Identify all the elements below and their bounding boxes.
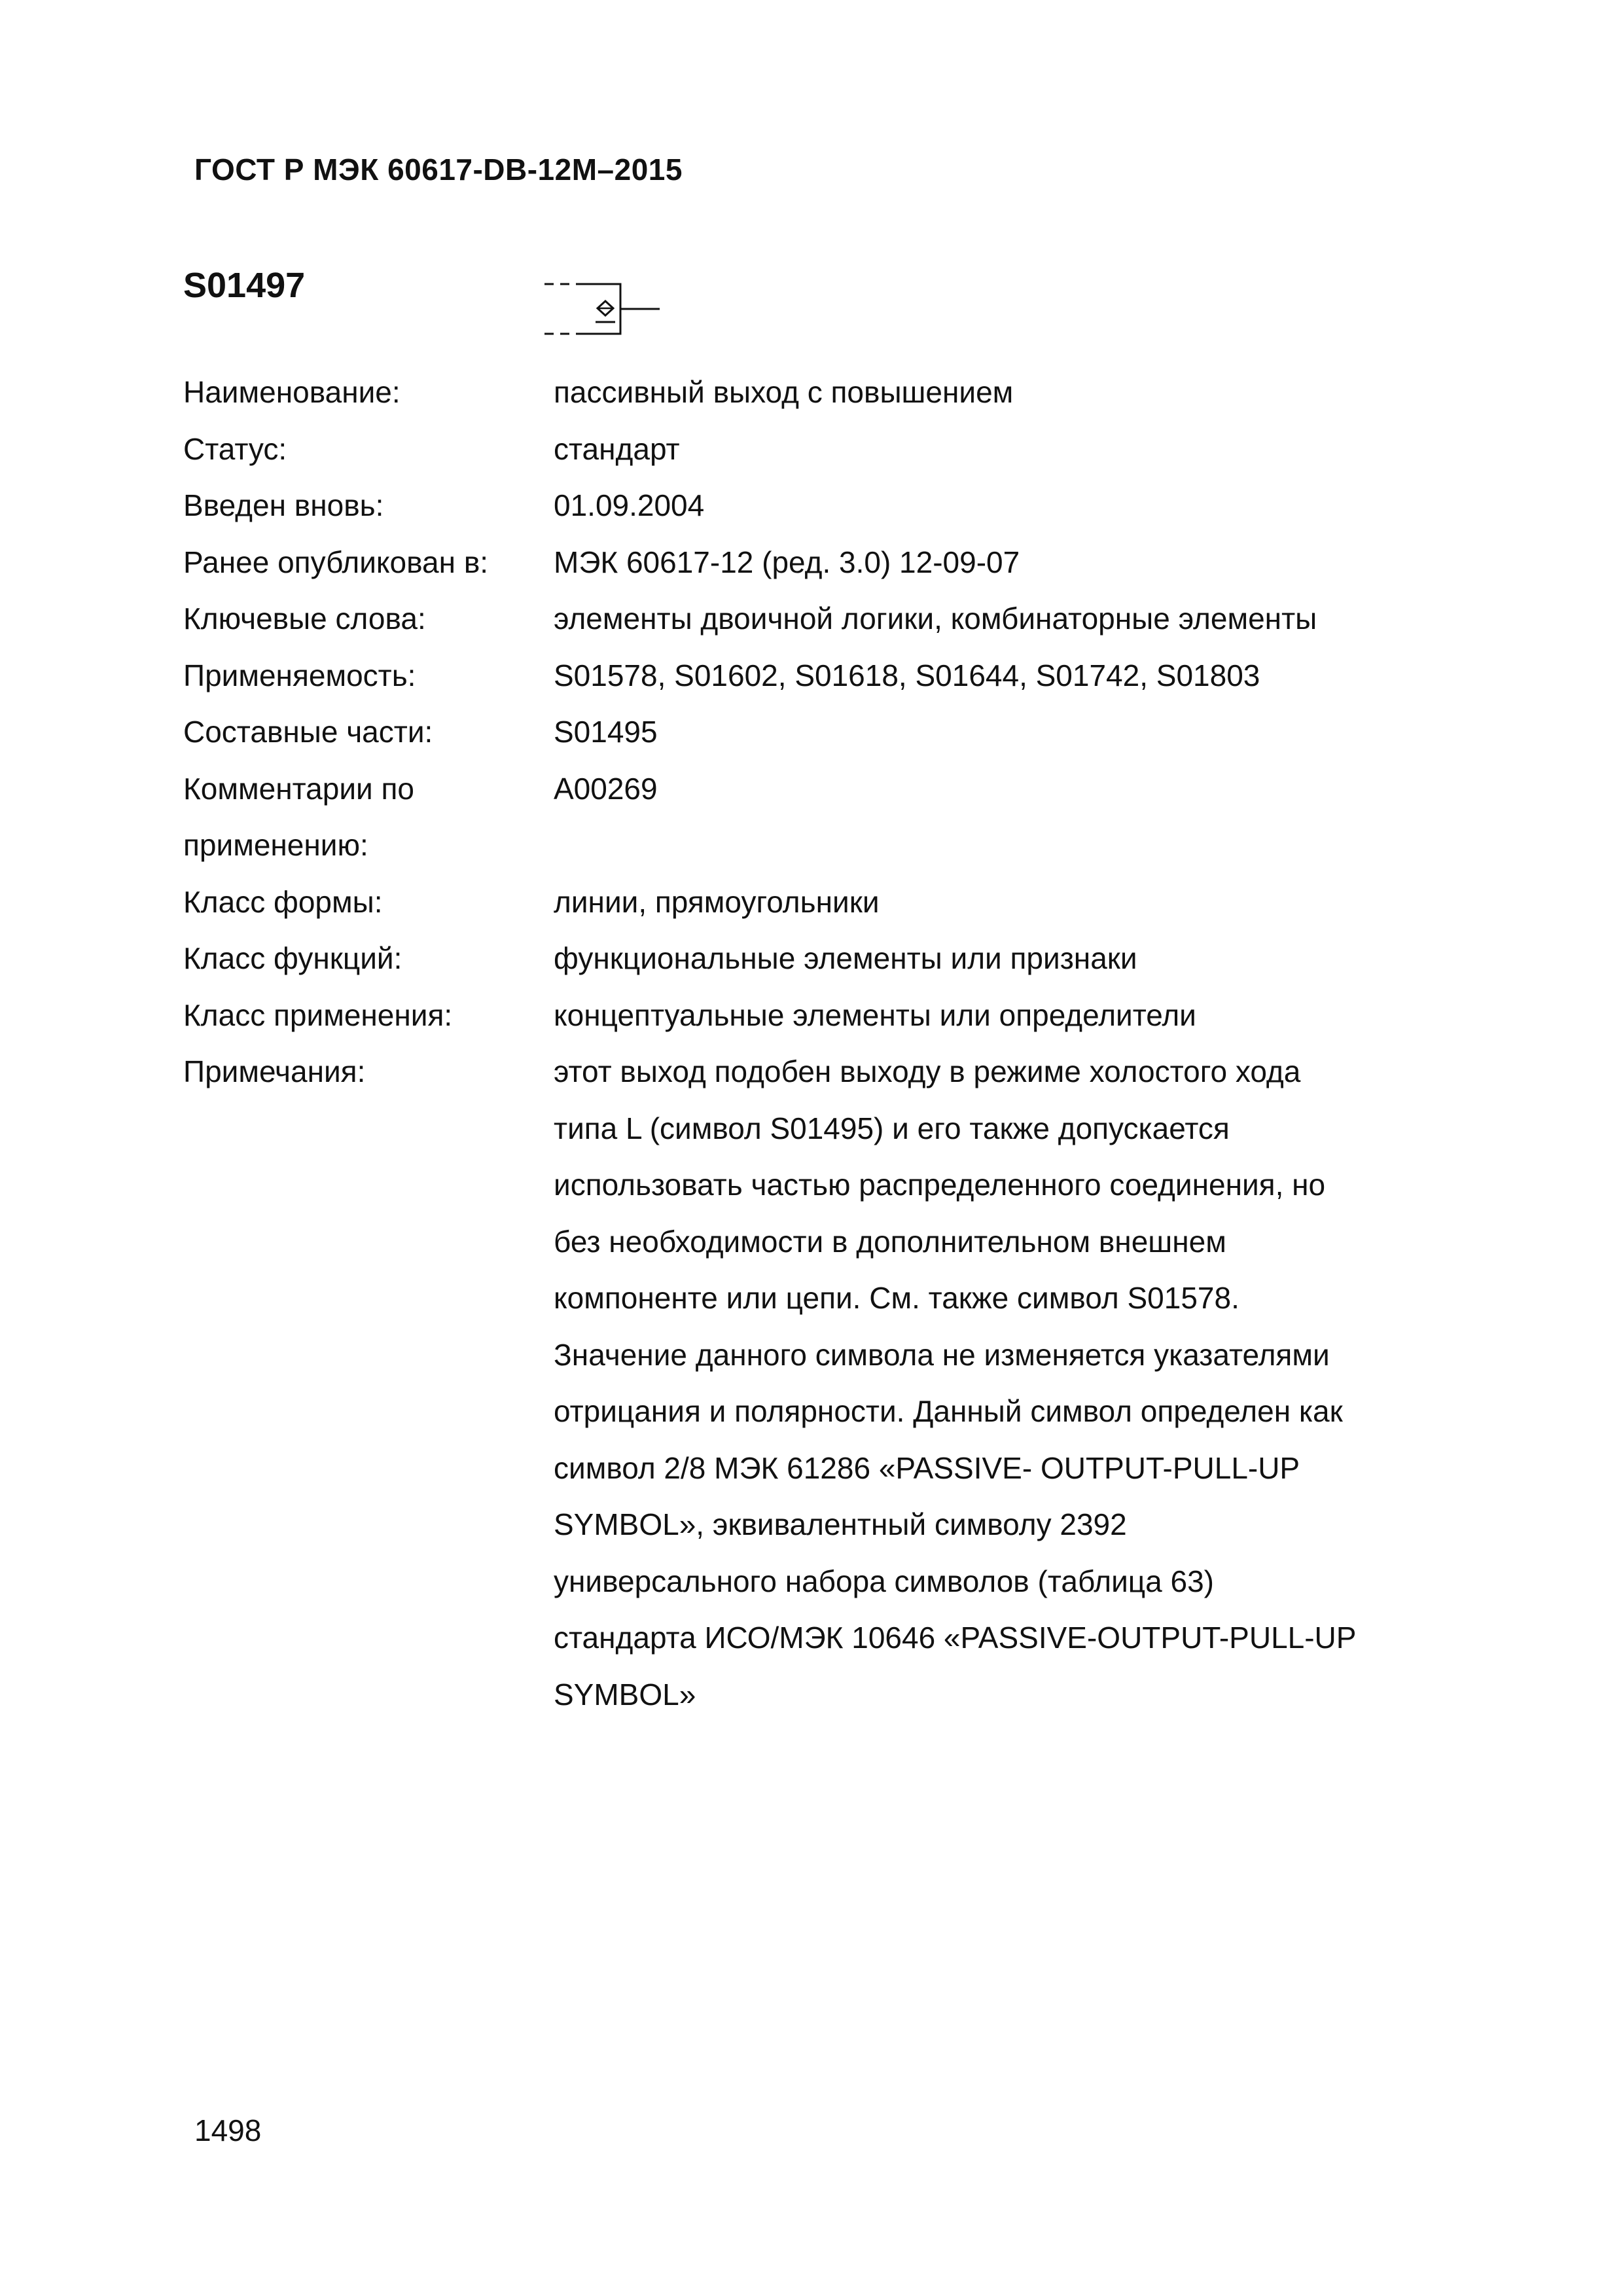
properties-table — [183, 364, 1466, 1723]
notes-line: Значение данного символа не изменяется указателями — [554, 1337, 1330, 1372]
property-value: S01495 — [554, 715, 658, 749]
property-value: A00269 — [554, 771, 658, 806]
property-label: Статус: — [183, 431, 287, 466]
property-label — [183, 761, 554, 874]
property-label: Ранее опубликован в: — [183, 545, 489, 579]
document-header: ГОСТ Р МЭК 60617-DB-12M–2015 — [194, 152, 683, 187]
notes-line: SYMBOL», эквивалентный символу 2392 — [554, 1507, 1127, 1541]
property-label: Класс функций: — [183, 941, 402, 975]
property-row-name — [183, 364, 1466, 421]
property-value: 01.09.2004 — [554, 488, 705, 522]
property-row-application-class — [183, 987, 1466, 1044]
property-label: Введен вновь: — [183, 488, 384, 522]
property-row-keywords — [183, 590, 1466, 647]
property-label: Применяемость: — [183, 658, 416, 692]
property-label-line: применению: — [183, 828, 368, 862]
notes-line: без необходимости в дополнительном внешнем — [554, 1224, 1226, 1259]
property-value: функциональные элементы или признаки — [554, 941, 1137, 975]
symbol-code: S01497 — [183, 266, 306, 305]
property-label: Наименование: — [183, 375, 401, 409]
property-row-notes — [183, 1043, 1466, 1723]
notes-line: использовать частью распределенного соединения, но — [554, 1168, 1326, 1202]
property-label: Составные части: — [183, 715, 433, 749]
property-label: Класс применения: — [183, 997, 453, 1032]
notes-line: отрицания и полярности. Данный символ определен как — [554, 1394, 1343, 1428]
property-value: пассивный выход с повышением — [554, 375, 1014, 409]
property-row-status — [183, 421, 1466, 478]
property-row-application-comments — [183, 761, 1466, 874]
property-row-components — [183, 704, 1466, 761]
property-value: линии, прямоугольники — [554, 884, 880, 919]
property-row-introduced — [183, 477, 1466, 534]
notes-line: стандарта ИСО/МЭК 10646 «PASSIVE-OUTPUT-PULL-UP — [554, 1621, 1357, 1655]
property-label: Класс формы: — [183, 884, 383, 919]
property-row-previously-published — [183, 534, 1466, 591]
notes-line: типа L (символ S01495) и его также допускается — [554, 1111, 1230, 1145]
notes-line: этот выход подобен выходу в режиме холостого хода — [554, 1054, 1301, 1088]
passive-output-pull-up-symbol-icon — [543, 275, 661, 340]
notes-line: SYMBOL» — [554, 1677, 696, 1712]
property-value: стандарт — [554, 431, 680, 466]
property-value: МЭК 60617-12 (ред. 3.0) 12-09-07 — [554, 545, 1020, 579]
property-row-shape-class — [183, 874, 1466, 931]
property-value: элементы двоичной логики, комбинаторные элементы — [554, 601, 1317, 636]
page-number: 1498 — [194, 2113, 262, 2147]
notes-line: символ 2/8 МЭК 61286 «PASSIVE- OUTPUT-PULL-UP — [554, 1450, 1300, 1485]
property-label: Примечания: — [183, 1054, 366, 1088]
notes-line: универсального набора символов (таблица 63) — [554, 1564, 1214, 1598]
property-row-function-class — [183, 930, 1466, 987]
property-value-notes — [554, 1043, 1466, 1723]
property-value: концептуальные элементы или определители — [554, 997, 1196, 1032]
property-row-applicability — [183, 647, 1466, 704]
property-value: S01578, S01602, S01618, S01644, S01742, S01803 — [554, 658, 1260, 692]
property-label: Ключевые слова: — [183, 601, 426, 636]
notes-line: компоненте или цепи. См. также символ S01578. — [554, 1281, 1240, 1315]
property-label-line: Комментарии по — [183, 771, 414, 806]
